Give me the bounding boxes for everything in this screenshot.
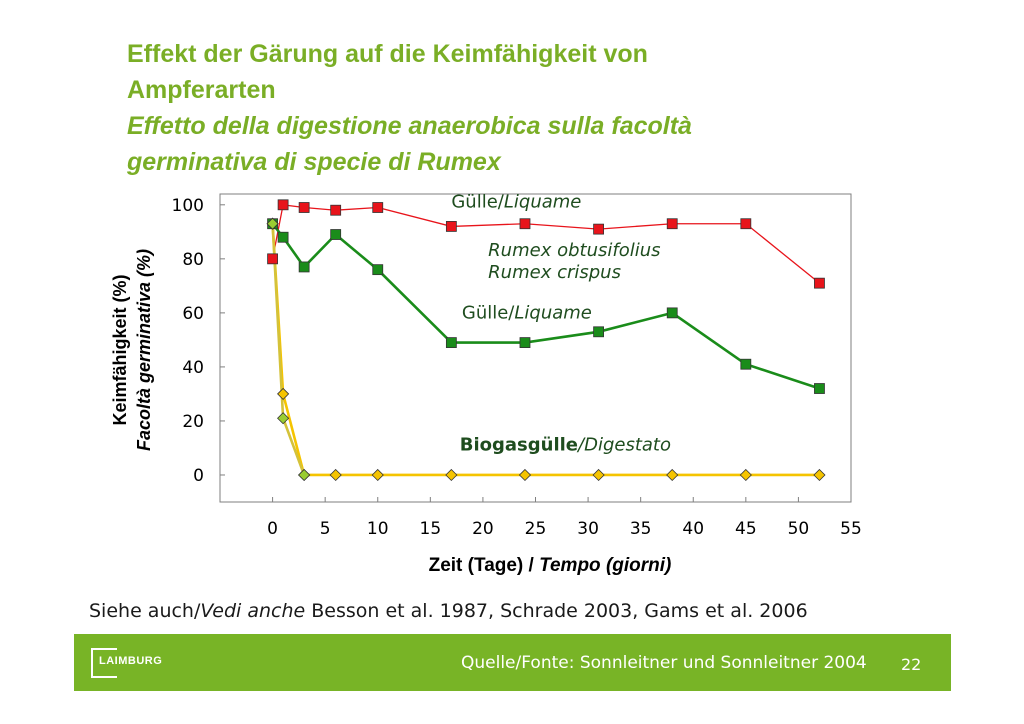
title-italian-line-2: germinativa di specie di Rumex	[127, 148, 501, 176]
y-tick-label: 60	[182, 303, 204, 324]
annotation-ann-guelle-green	[462, 302, 592, 323]
annotation-prefix: Biogasgülle	[459, 434, 579, 456]
annotation-ann-rumex-obt	[488, 240, 660, 261]
x-axis-ticks	[267, 497, 862, 539]
x-tick-label: 5	[319, 519, 331, 539]
data-point-green	[278, 232, 288, 242]
data-point-red	[594, 224, 604, 234]
x-tick-label: 40	[682, 519, 705, 539]
data-point-red	[814, 278, 824, 288]
footer-bar	[74, 634, 951, 691]
page-number: 22	[901, 655, 922, 674]
data-point-red	[278, 200, 288, 210]
x-tick-label: 55	[840, 519, 862, 539]
logo-text: LAIMBURG	[99, 655, 163, 667]
x-tick-label: 10	[366, 519, 389, 539]
annotation-italic: Rumex obtusifolius	[488, 240, 661, 262]
x-axis-label: Zeit (Tage) / Tempo (giorni)	[428, 555, 672, 576]
data-point-red	[741, 219, 751, 229]
annotation-italic: /Digestato	[578, 434, 671, 456]
annotation-ann-guelle-red	[451, 192, 581, 213]
annotation-ann-rumex-cri	[488, 262, 621, 283]
x-tick-label: 15	[419, 519, 442, 539]
x-tick-label: 35	[629, 519, 652, 539]
data-point-green	[299, 262, 309, 272]
data-point-red	[520, 219, 530, 229]
data-point-red	[667, 219, 677, 229]
data-point-green	[331, 230, 341, 240]
y-tick-label: 20	[182, 411, 204, 432]
see-also-references	[89, 600, 808, 622]
data-point-green	[741, 359, 751, 369]
data-point-red	[373, 203, 383, 213]
y-tick-label: 40	[182, 357, 204, 378]
x-tick-label: 45	[735, 519, 757, 539]
see-also-refs: Besson et al. 1987, Schrade 2003, Gams et al. 2006	[305, 600, 808, 622]
data-point-green	[667, 308, 677, 318]
annotation-prefix: Gülle/	[461, 302, 515, 324]
y-tick-label: 100	[171, 195, 204, 216]
source-citation: Quelle/Fonte: Sonnleitner und Sonnleitner 2004	[461, 653, 867, 673]
see-also-prefix: Siehe auch/	[89, 600, 201, 622]
data-point-green	[520, 338, 530, 348]
data-point-green	[373, 265, 383, 275]
x-tick-label: 30	[577, 519, 599, 539]
data-point-red	[268, 254, 278, 264]
y-axis-ticks	[172, 196, 225, 486]
title-german-line-2: Ampferarten	[127, 76, 276, 104]
data-point-green	[446, 338, 456, 348]
laimburg-logo	[91, 648, 171, 678]
title-italian-line-1: Effetto della digestione anaerobica sulla facoltà	[127, 112, 692, 140]
y-tick-label: 0	[193, 465, 204, 486]
annotation-ann-biogas	[460, 435, 671, 456]
y-axis-label-german: Keimfähigkeit (%)	[110, 274, 130, 426]
x-tick-label: 0	[267, 519, 278, 539]
data-point-green	[594, 327, 604, 337]
x-tick-label: 25	[524, 519, 547, 539]
data-point-green	[814, 384, 824, 394]
annotation-prefix: Gülle/	[451, 191, 504, 213]
y-tick-label: 80	[182, 249, 204, 270]
see-also-italic: Vedi anche	[200, 600, 306, 622]
annotation-italic: Liquame	[503, 191, 582, 213]
data-point-red	[331, 205, 341, 215]
title-german-line-1: Effekt der Gärung auf die Keimfähigkeit von	[127, 40, 648, 68]
y-axis-label-italian: Facoltà germinativa (%)	[134, 248, 154, 452]
data-point-red	[299, 203, 309, 213]
x-tick-label: 20	[472, 519, 494, 539]
x-tick-label: 50	[787, 519, 810, 539]
annotation-italic: Liquame	[514, 302, 592, 324]
data-point-red	[446, 221, 456, 231]
annotation-italic: Rumex crispus	[488, 261, 621, 283]
